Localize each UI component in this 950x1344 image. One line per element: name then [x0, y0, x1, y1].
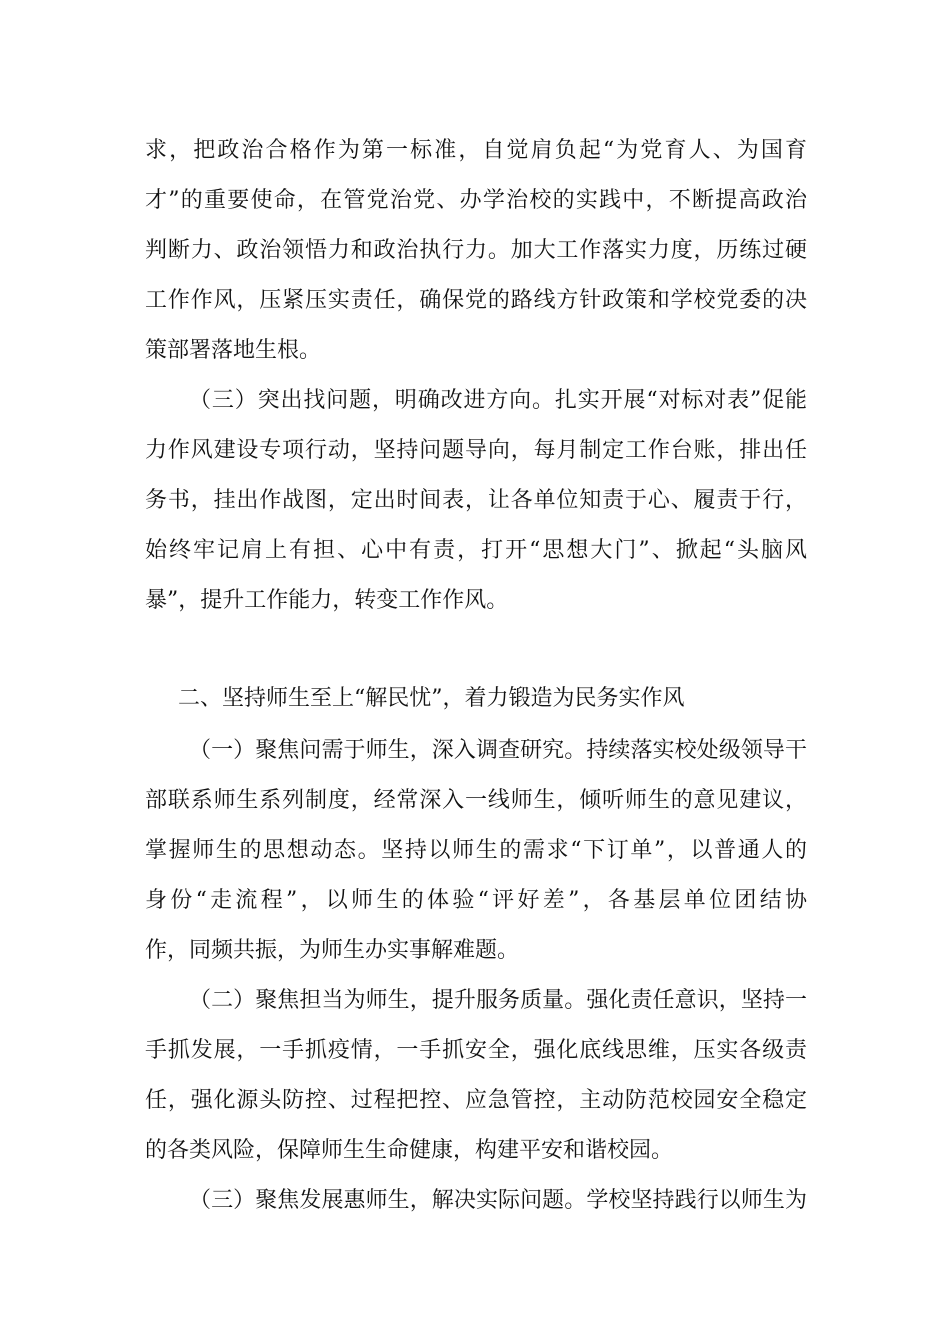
paragraph-line: 始终牢记肩上有担、心中有责，打开“思想大门”、掀起“头脑风	[145, 538, 807, 563]
paragraph-line: （二）聚焦担当为师生，提升服务质量。强化责任意识，坚持一	[189, 988, 807, 1013]
paragraph-line: 任，强化源头防控、过程把控、应急管控，主动防范校园安全稳定	[145, 1088, 807, 1113]
paragraph-line: 求，把政治合格作为第一标准，自觉肩负起“为党育人、为国育	[145, 138, 807, 163]
paragraph-line: （三）突出找问题，明确改进方向。扎实开展“对标对表”促能	[189, 388, 807, 413]
paragraph-line: 的各类风险，保障师生生命健康，构建平安和谐校园。	[145, 1138, 674, 1163]
paragraph-line: 策部署落地生根。	[145, 338, 322, 363]
paragraph-line: 掌握师生的思想动态。坚持以师生的需求“下订单”，以普通人的	[145, 838, 807, 863]
paragraph-line: 作，同频共振，为师生办实事解难题。	[145, 938, 520, 963]
paragraph-line: 手抓发展，一手抓疫情，一手抓安全，强化底线思维，压实各级责	[145, 1038, 807, 1063]
paragraph-line: 务书，挂出作战图，定出时间表，让各单位知责于心、履责于行，	[145, 488, 807, 513]
paragraph-line: 才”的重要使命，在管党治党、办学治校的实践中，不断提高政治	[145, 188, 807, 213]
section-heading: 二、坚持师生至上“解民忧”，着力锻造为民务实作风	[178, 686, 685, 711]
paragraph-line: 判断力、政治领悟力和政治执行力。加大工作落实力度，历练过硬	[145, 238, 807, 263]
paragraph-line: 工作作风，压紧压实责任，确保党的路线方针政策和学校党委的决	[145, 288, 807, 313]
paragraph-line: 部联系师生系列制度，经常深入一线师生，倾听师生的意见建议，	[145, 788, 807, 813]
paragraph-line: 力作风建设专项行动，坚持问题导向，每月制定工作台账，排出任	[145, 438, 807, 463]
paragraph-line: （三）聚焦发展惠师生，解决实际问题。学校坚持践行以师生为	[189, 1188, 807, 1213]
paragraph-line: （一）聚焦问需于师生，深入调查研究。持续落实校处级领导干	[189, 738, 807, 763]
paragraph-line: 身份“走流程”，以师生的体验“评好差”，各基层单位团结协	[145, 888, 807, 913]
paragraph-line: 暴”，提升工作能力，转变工作作风。	[145, 588, 509, 613]
